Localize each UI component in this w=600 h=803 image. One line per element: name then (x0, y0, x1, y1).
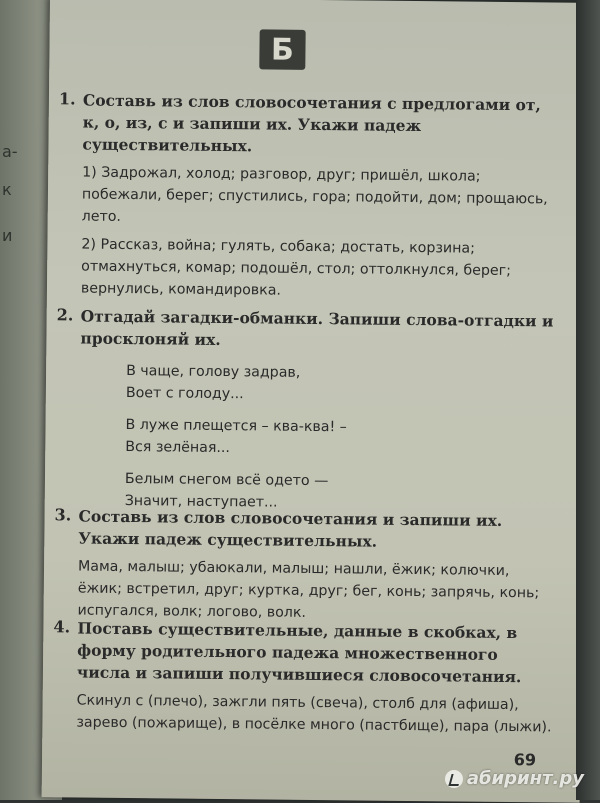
task-3 (53, 505, 554, 632)
left-page-fragment: а- (2, 142, 18, 161)
riddle-poem (125, 360, 557, 516)
riddle-line: Воет с голоду... (125, 384, 244, 403)
left-page-fragment: к (2, 180, 12, 199)
task-2 (55, 305, 557, 526)
task-1 (57, 89, 559, 310)
task-heading: Отгадай загадки-обманки. Запиши слова-отгадки и просклоняй их. (80, 306, 554, 349)
labirint-logo-icon (445, 770, 463, 788)
task-heading: Поставь существительные, данные в скобках, в форму родительного падежа множественного числа и запиши получившиеся словосочетания. (76, 618, 522, 687)
task-number: 4. (53, 617, 71, 637)
task-paragraph: 2) Рассказ, война; гулять, собака; достать, корзина; отмахнуться, комар; подошёл, стол; оттолкнулся, берег; вернулись, командировка. (80, 236, 512, 299)
task-number: 1. (58, 89, 76, 109)
watermark (445, 768, 584, 789)
task-paragraph: Мама, малыш; убаюкали, малыш; нашли, ёжик; колючки, ёжик; встретил, друг; куртка, друг; бег, конь; запрячь, конь; испугался, волк; логово, волк. (77, 558, 540, 621)
riddle-line: Значит, наступает... (124, 492, 278, 511)
left-page-fragment: и (2, 226, 13, 245)
riddle-stanza (126, 360, 556, 409)
task-number: 3. (54, 505, 72, 525)
task-body (76, 690, 552, 739)
section-letter-badge: Б (259, 29, 305, 69)
right-background-edge (576, 0, 600, 800)
riddle-line: В чаще, голову задрав, (126, 363, 301, 381)
book-page (42, 0, 588, 803)
watermark-text: абиринт.ру (466, 768, 584, 789)
riddle-line: Белым снегом всё одето — (124, 470, 329, 490)
task-body (81, 162, 558, 305)
task-number: 2. (56, 305, 74, 325)
task-heading: Составь из слов словосочетания с предлогами от, к, о, из, с и запиши их. Укажи падеж существительных. (82, 90, 541, 156)
riddle-stanza (125, 414, 555, 463)
task-paragraph: 1) Задрожал, холод; разговор, друг; пришёл, школа; побежали, берег; спустились, гора; подойти, дом; прощаюсь, лето. (81, 164, 548, 225)
task-body (77, 556, 554, 627)
riddle-line: Вся зелёная... (125, 438, 231, 457)
task-4 (52, 617, 553, 744)
riddle-line: В луже плещется – ква-ква! – (125, 416, 347, 436)
task-paragraph: Скинул с (плечо), зажгли пять (свеча), столб для (афиша), зарево (пожарище), в посёлке много (пастбище), пара (лыжи). (76, 692, 552, 736)
page-number: 69 (513, 750, 537, 770)
task-heading: Составь из слов словосочетания и запиши их. Укажи падеж существительных. (78, 506, 503, 551)
